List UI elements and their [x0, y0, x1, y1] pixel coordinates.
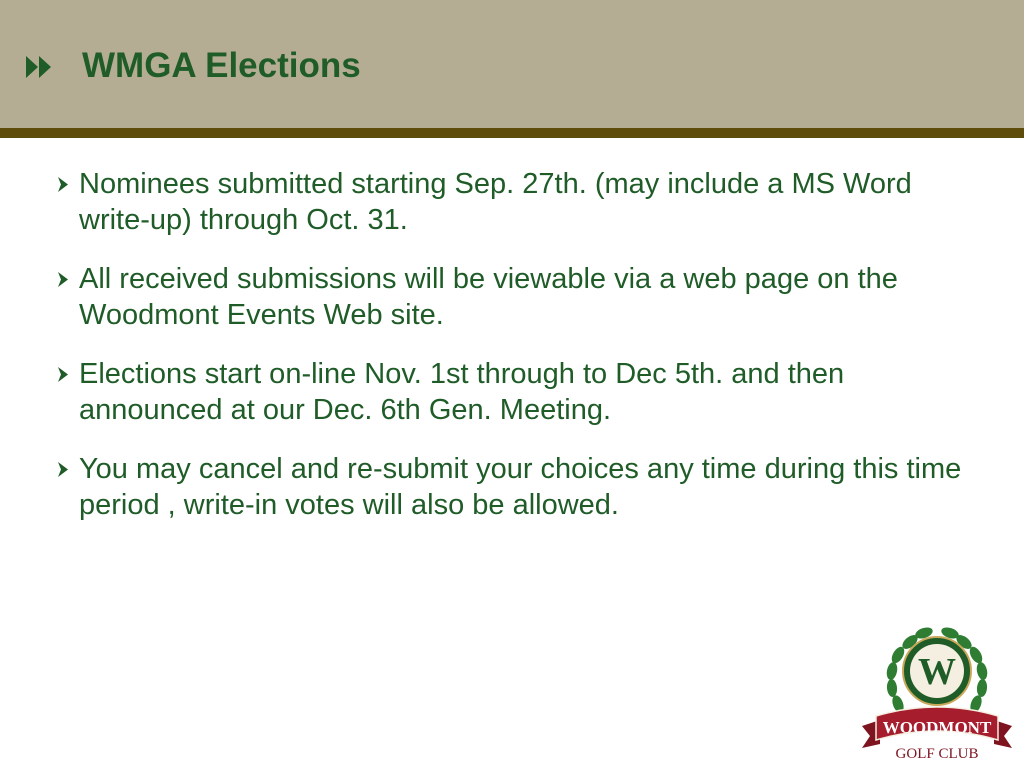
logo-subtitle: GOLF CLUB [895, 746, 979, 762]
bullet-item [52, 261, 972, 333]
arrow-bullet-icon [56, 271, 70, 288]
bullet-text: Nominees submitted starting Sep. 27th. (may include a MS Word write-up) through Oct. 31. [79, 168, 912, 236]
bullet-item [52, 166, 972, 238]
slide-title: WMGA Elections [82, 46, 361, 85]
logo-name: WOODMONT [882, 718, 992, 737]
arrow-bullet-icon [56, 176, 70, 193]
arrow-bullet-icon [56, 366, 70, 383]
bullet-text: Elections start on-line Nov. 1st through to Dec 5th. and then announced at our Dec. 6th Gen. Meeting. [79, 358, 845, 426]
double-arrow-right-icon [24, 54, 54, 80]
bullet-text: You may cancel and re-submit your choices any time during this time period , write-in votes will also be allowed. [79, 453, 962, 521]
bullet-item [52, 356, 972, 428]
woodmont-golf-club-logo [858, 616, 1016, 762]
header-rule [0, 128, 1024, 138]
arrow-bullet-icon [56, 461, 70, 478]
logo-monogram: W [918, 651, 956, 693]
bullet-text: All received submissions will be viewable via a web page on the Woodmont Events Web site. [79, 263, 898, 331]
bullet-list [52, 166, 972, 546]
bullet-item [52, 451, 972, 523]
